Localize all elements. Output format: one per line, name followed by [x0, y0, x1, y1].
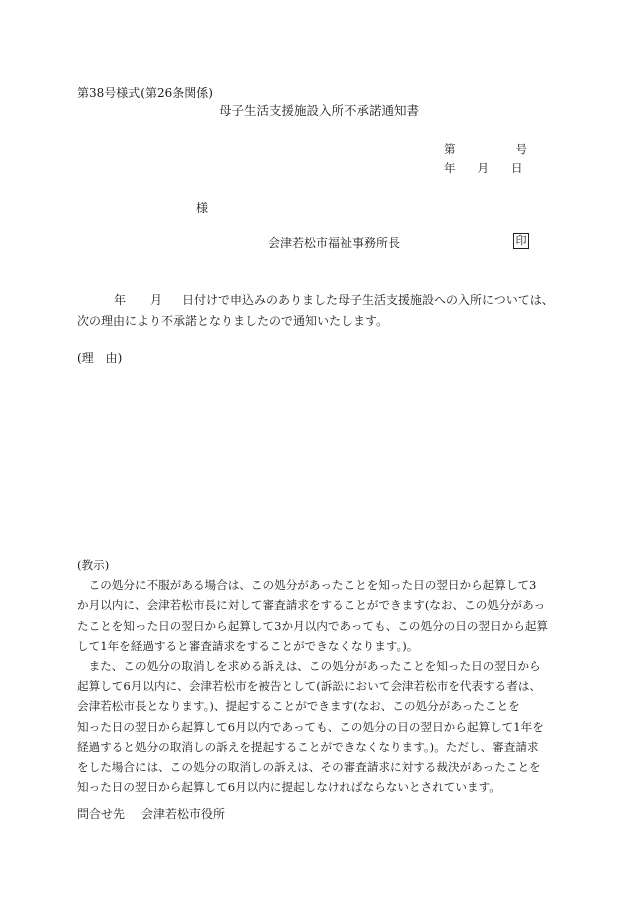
contact-label: 問合せ先 [77, 807, 126, 821]
contact-value: 会津若松市役所 [141, 807, 226, 821]
recipient-honorific: 様 [196, 201, 209, 215]
notice-line: たことを知った日の翌日から起算して3か月以内であっても、この処分の日の翌日から起算 [77, 618, 549, 633]
notice-line: 知った日の翌日から起算して6月以内に提起しなければならないとされています。 [77, 780, 501, 795]
date-day: 日 [511, 161, 523, 175]
appeal-notice [77, 555, 552, 797]
notice-line: また、この処分の取消しを求める訴えは、この処分があったことを知った日の翌日から [77, 659, 541, 674]
notice-line: 知った日の翌日から起算して6月以内であっても、この処分の日の翌日から起算して1年を [77, 719, 544, 734]
seal-mark: 印 [513, 233, 529, 249]
body-line-1 [77, 290, 554, 311]
date-month: 月 [477, 161, 489, 175]
body-line-1-text: 日付けで申込みのありました母子生活支援施設への入所については、 [182, 293, 554, 307]
notice-line: 起算して6月以内に、会津若松市を被告として(訴訟において会津若松市を代表する者は、 [77, 679, 542, 694]
notice-line: 経過すると処分の取消しの訴えを提起することができなくなります。)。ただし、審査請求 [77, 739, 539, 754]
reason-label: (理 由) [77, 351, 123, 365]
number-prefix: 第 [444, 142, 456, 156]
notice-line: か月以内に、会津若松市長に対して審査請求をすることができます(なお、この処分があっ [77, 598, 546, 613]
document-number-line [444, 141, 527, 157]
document-date-line [444, 160, 523, 176]
form-number: 第38号様式(第26条関係) [77, 86, 213, 100]
notice-line: 会津若松市長となります。)、提起することができます(なお、この処分があったことを [77, 699, 520, 714]
body-month: 月 [150, 293, 163, 307]
notice-line: をした場合には、この処分の取消しの訴えは、その審査請求に対する裁決があったことを [77, 760, 541, 775]
notice-line: して1年を経過すると審査請求をすることができなくなります。)。 [77, 638, 419, 653]
number-suffix: 号 [515, 142, 527, 156]
notice-line: この処分に不服がある場合は、この処分があったことを知った日の翌日から起算して3 [77, 578, 537, 593]
contact-info [77, 805, 225, 822]
sender-name: 会津若松市福祉事務所長 [268, 236, 401, 250]
notice-heading: (教示) [77, 558, 110, 572]
notification-body [77, 290, 554, 332]
body-year: 年 [114, 293, 127, 307]
body-line-2: 次の理由により不承諾となりましたので通知いたします。 [77, 314, 389, 328]
date-year: 年 [444, 161, 456, 175]
document-title: 母子生活支援施設入所不承諾通知書 [219, 103, 420, 118]
